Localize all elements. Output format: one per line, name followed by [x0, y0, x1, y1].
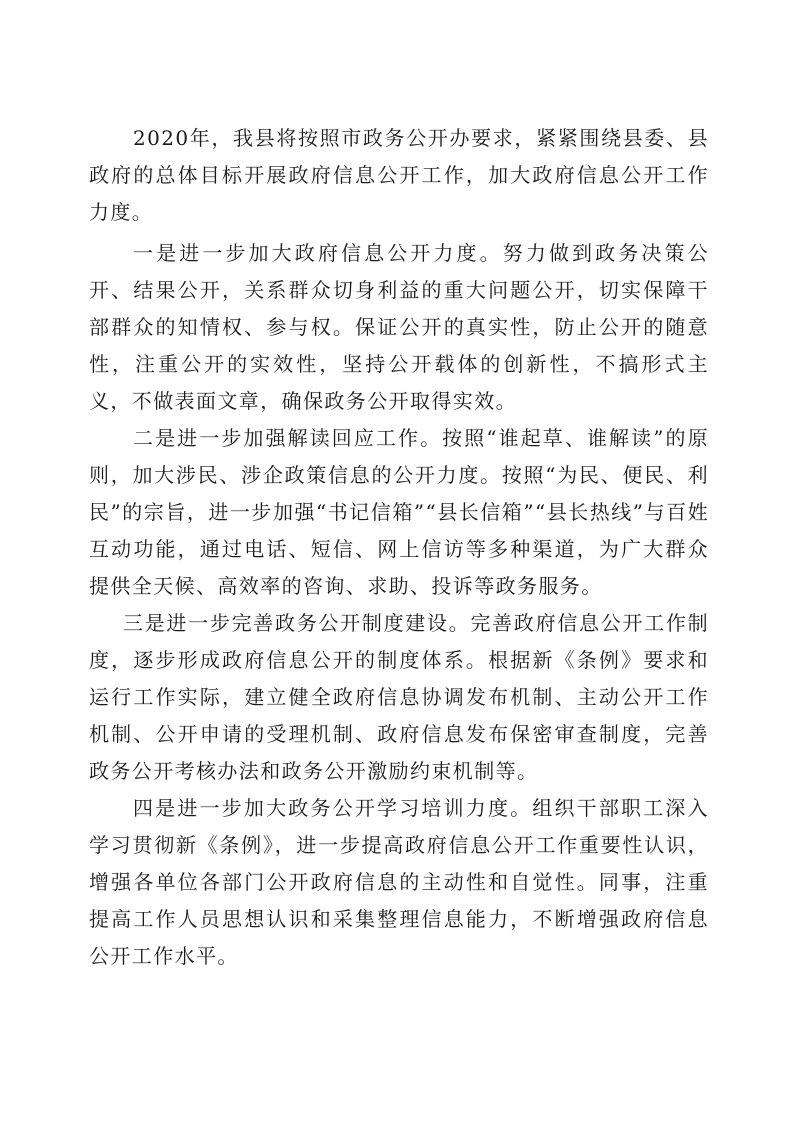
paragraph-2 [89, 420, 709, 605]
paragraph-3-lead: 三是进一步完善政务公开制度建设。 [123, 611, 471, 635]
paragraph-1-body: 努力做到政务决策公开、结果公开，关系群众切身利益的重大问题公开，切实保障干部群众的知情权、参与权。保证公开的真实性，防止公开的随意性，注重公开的实效性，坚持公开载体的创新性，不搞形式主义，不做表面文章，确保政务公开取得实效。 [89, 241, 709, 413]
paragraph-4 [89, 790, 709, 975]
paragraph-3 [89, 605, 709, 790]
paragraph-4-lead: 四是进一步加大政务公开学习培训力度。 [133, 796, 533, 820]
paragraph-4-body: 组织干部职工深入学习贯彻新《条例》，进一步提高政府信息公开工作重要性认识，增强各单位各部门公开政府信息的主动性和自觉性。同事，注重提高工作人员思想认识和采集整理信息能力，不断增强政府信息公开工作水平。 [89, 796, 709, 968]
document-body [89, 120, 709, 975]
paragraph-1-lead: 一是进一步加大政府信息公开力度。 [133, 241, 503, 265]
paragraph-2-lead: 二是进一步加强解读回应工作。 [133, 426, 443, 450]
intro-paragraph: 2020年，我县将按照市政务公开办要求，紧紧围绕县委、县政府的总体目标开展政府信息公开工作，加大政府信息公开工作力度。 [89, 126, 709, 224]
paragraph-2-body: 按照“谁起草、谁解读”的原则，加大涉民、涉企政策信息的公开力度。按照“为民、便民、利民”的宗旨，进一步加强“书记信箱”“县长信箱”“县长热线”与百姓互动功能，通过电话、短信、网上信访等多种渠道，为广大群众提供全天候、高效率的咨询、求助、投诉等政务服务。 [89, 426, 709, 598]
paragraph-3-body: 完善政府信息公开工作制度，逐步形成政府信息公开的制度体系。根据新《条例》要求和运行工作实际，建立健全政府信息协调发布机制、主动公开工作机制、公开申请的受理机制、政府信息发布保密审查制度，完善政务公开考核办法和政务公开激励约束机制等。 [89, 611, 710, 783]
paragraph-1 [89, 235, 709, 420]
